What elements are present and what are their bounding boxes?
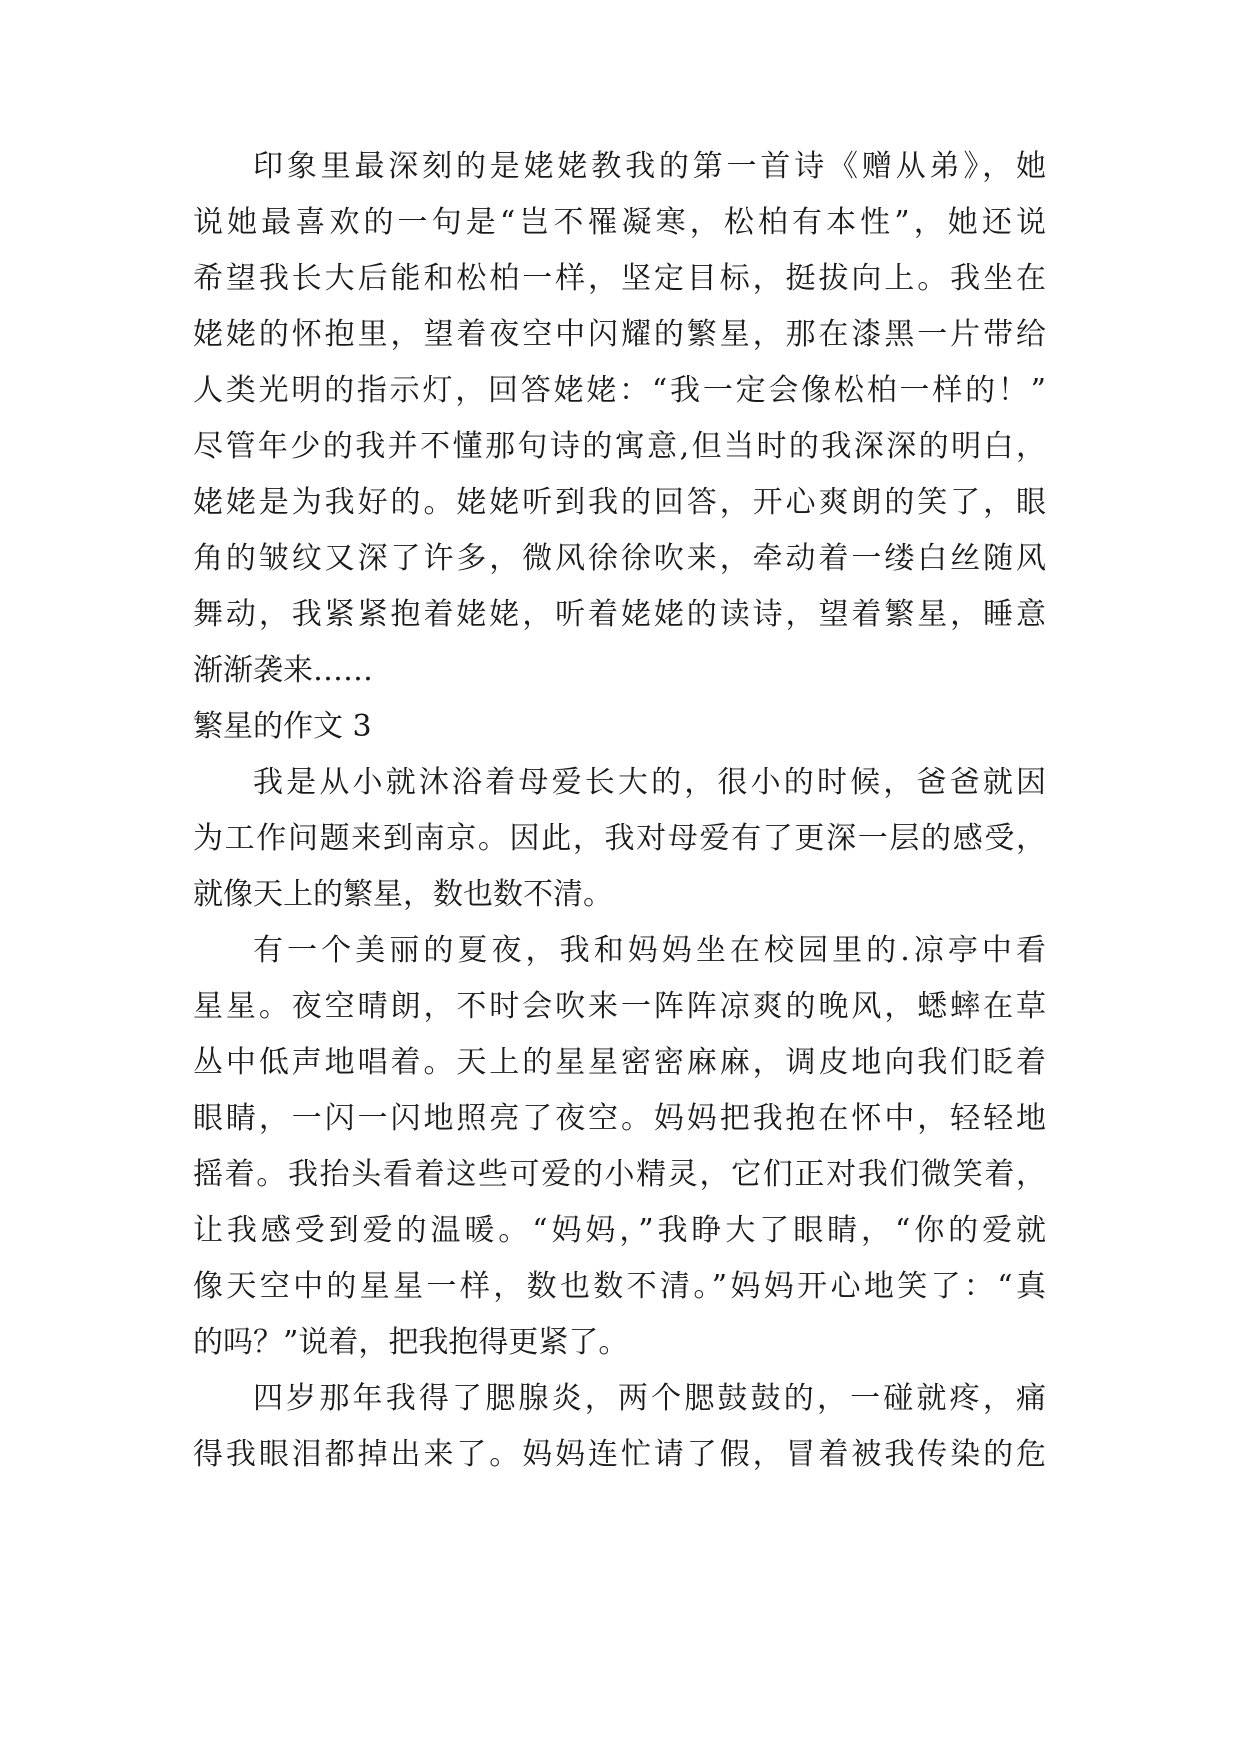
text-line: 得我眼泪都掉出来了。妈妈连忙请了假，冒着被我传染的危 — [193, 1437, 1046, 1472]
text-line: 丛中低声地唱着。天上的星星密密麻麻，调皮地向我们眨着 — [193, 1045, 1046, 1080]
text-line: 的吗？”说着，把我抱得更紧了。 — [193, 1325, 629, 1360]
text-line: 姥姥的怀抱里，望着夜空中闪耀的繁星，那在漆黑一片带给 — [193, 317, 1046, 352]
text-line: 眼睛，一闪一闪地照亮了夜空。妈妈把我抱在怀中，轻轻地 — [193, 1101, 1046, 1136]
text-line: 像天空中的星星一样，数也数不清。”妈妈开心地笑了：“真 — [193, 1269, 1046, 1304]
text-line: 舞动，我紧紧抱着姥姥，听着姥姥的读诗，望着繁星，睡意 — [193, 597, 1046, 632]
text-line: 人类光明的指示灯，回答姥姥：“我一定会像松柏一样的！” — [193, 373, 1046, 408]
text-line: 角的皱纹又深了许多，微风徐徐吹来，牵动着一缕白丝随风 — [193, 541, 1046, 576]
section-heading: 繁星的作文 3 — [193, 709, 372, 744]
text-line: 为工作问题来到南京。因此，我对母爱有了更深一层的感受， — [193, 821, 1046, 856]
text-line: 摇着。我抬头看着这些可爱的小精灵，它们正对我们微笑着， — [193, 1157, 1046, 1192]
text-line: 印象里最深刻的是姥姥教我的第一首诗《赠从弟》，她 — [253, 149, 1046, 184]
text-line: 让我感受到爱的温暖。“妈妈，”我睁大了眼睛，“你的爱就 — [193, 1213, 1046, 1248]
text-line: 就像天上的繁星，数也数不清。 — [193, 877, 613, 912]
text-line: 希望我长大后能和松柏一样，坚定目标，挺拔向上。我坐在 — [193, 261, 1046, 296]
text-line: 我是从小就沐浴着母爱长大的，很小的时候，爸爸就因 — [253, 765, 1046, 800]
text-line: 说她最喜欢的一句是“岂不罹凝寒，松柏有本性”，她还说 — [193, 205, 1046, 240]
text-line: 星星。夜空晴朗，不时会吹来一阵阵凉爽的晚风，蟋蟀在草 — [193, 989, 1046, 1024]
text-line: 有一个美丽的夏夜，我和妈妈坐在校园里的.凉亭中看 — [253, 933, 1046, 968]
text-line: 四岁那年我得了腮腺炎，两个腮鼓鼓的，一碰就疼，痛 — [253, 1381, 1046, 1416]
text-line: 尽管年少的我并不懂那句诗的寓意,但当时的我深深的明白， — [193, 429, 1046, 464]
text-line: 渐渐袭来…… — [193, 653, 373, 688]
text-line: 姥姥是为我好的。姥姥听到我的回答，开心爽朗的笑了，眼 — [193, 485, 1046, 520]
